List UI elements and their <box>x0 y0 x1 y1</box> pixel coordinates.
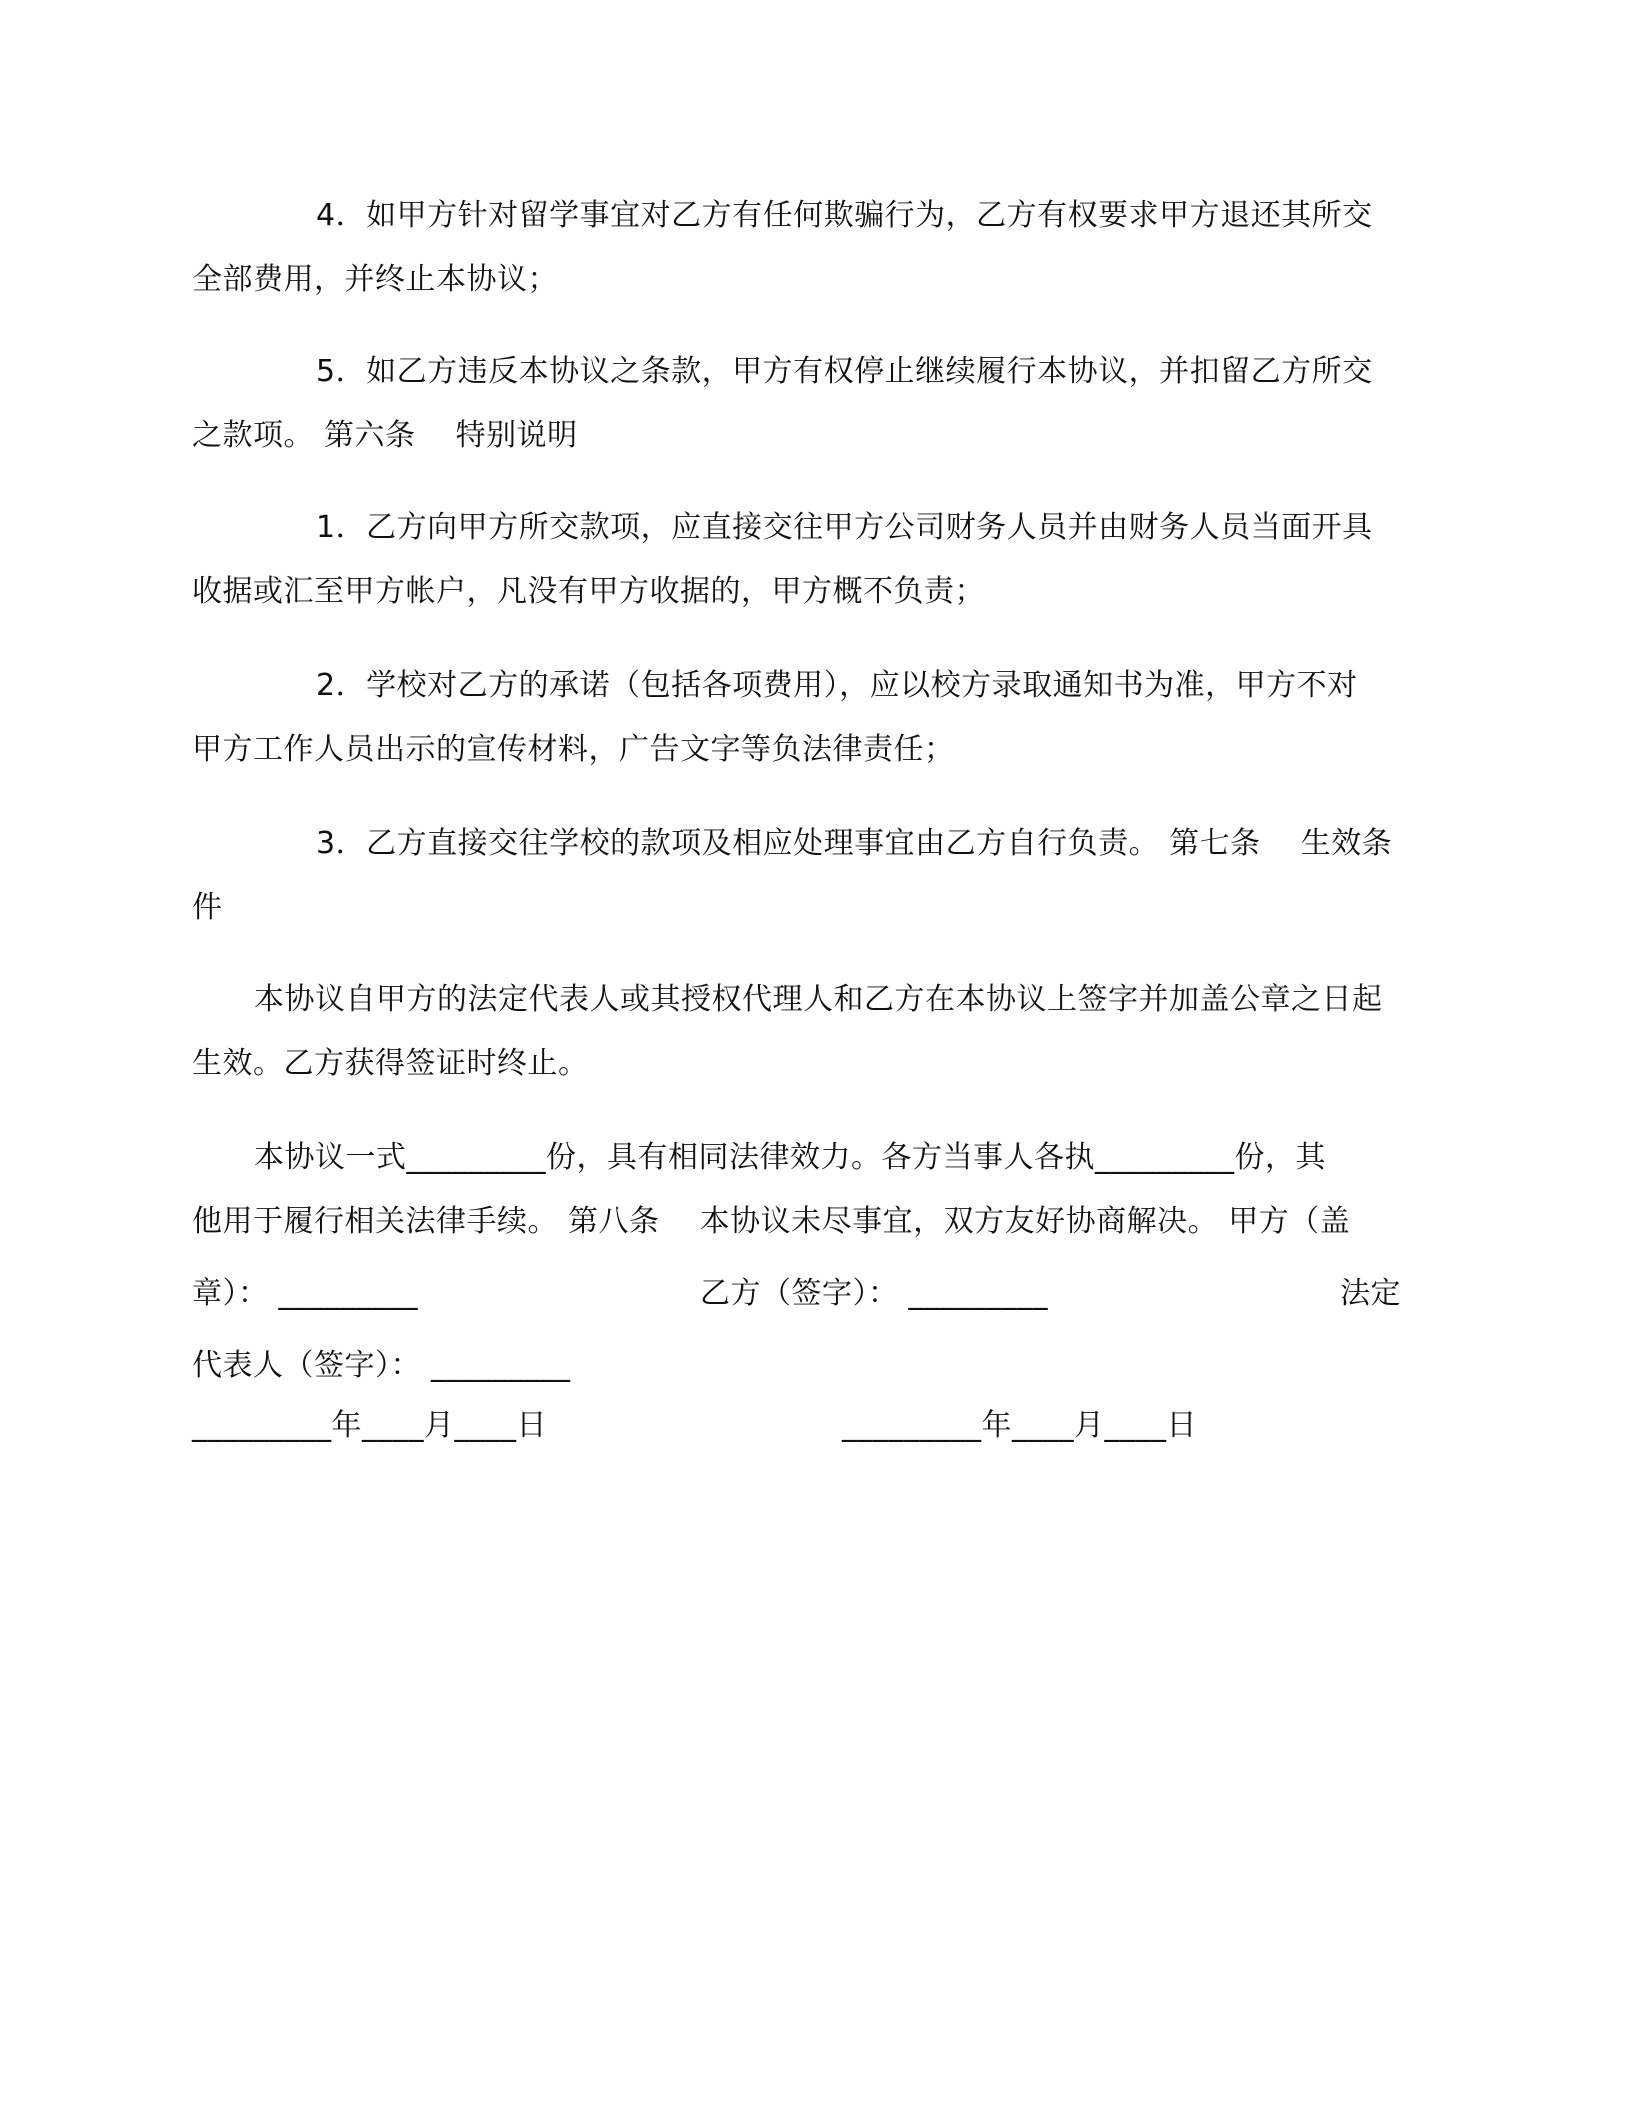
date-left: _________年____月____日 <box>192 1408 547 1443</box>
special-1-line-1: 1．乙方向甲方所交款项，应直接交往甲方公司财务人员并由财务人员当面开具 <box>316 510 1373 545</box>
legal-rep-signature: 代表人（签字）： _________ <box>192 1348 571 1383</box>
date-right: _________年____月____日 <box>842 1408 1197 1443</box>
party-a-stamp: 章）： _________ <box>192 1276 419 1311</box>
clause-4-line-2: 全部费用，并终止本协议； <box>192 262 558 297</box>
party-b-signature: 乙方（签字）： _________ <box>700 1276 1049 1311</box>
special-1-line-2: 收据或汇至甲方帐户，凡没有甲方收据的，甲方概不负责； <box>192 574 985 609</box>
copies-line-1: 本协议一式_________份，具有相同法律效力。各方当事人各执_________份，其 <box>254 1140 1326 1175</box>
special-2-line-1: 2．学校对乙方的承诺（包括各项费用），应以校方录取通知书为准，甲方不对 <box>316 668 1358 703</box>
special-2-line-2: 甲方工作人员出示的宣传材料，广告文字等负法律责任； <box>192 732 955 767</box>
special-3-line-2: 件 <box>192 890 223 925</box>
legal-rep-prefix: 法定 <box>1340 1276 1401 1311</box>
special-3-line-1: 3．乙方直接交往学校的款项及相应处理事宜由乙方自行负责。 第七条 生效条 <box>316 826 1393 861</box>
copies-line-2: 他用于履行相关法律手续。 第八条 本协议未尽事宜，双方友好协商解决。 甲方（盖 <box>192 1204 1351 1239</box>
clause-5-line-2: 之款项。 第六条 特别说明 <box>192 418 578 453</box>
clause-4-line-1: 4．如甲方针对留学事宜对乙方有任何欺骗行为，乙方有权要求甲方退还其所交 <box>316 198 1373 233</box>
effect-line-2: 生效。乙方获得签证时终止。 <box>192 1046 589 1081</box>
clause-5-line-1: 5．如乙方违反本协议之条款，甲方有权停止继续履行本协议，并扣留乙方所交 <box>316 354 1373 389</box>
effect-line-1: 本协议自甲方的法定代表人或其授权代理人和乙方在本协议上签字并加盖公章之日起 <box>254 982 1383 1017</box>
